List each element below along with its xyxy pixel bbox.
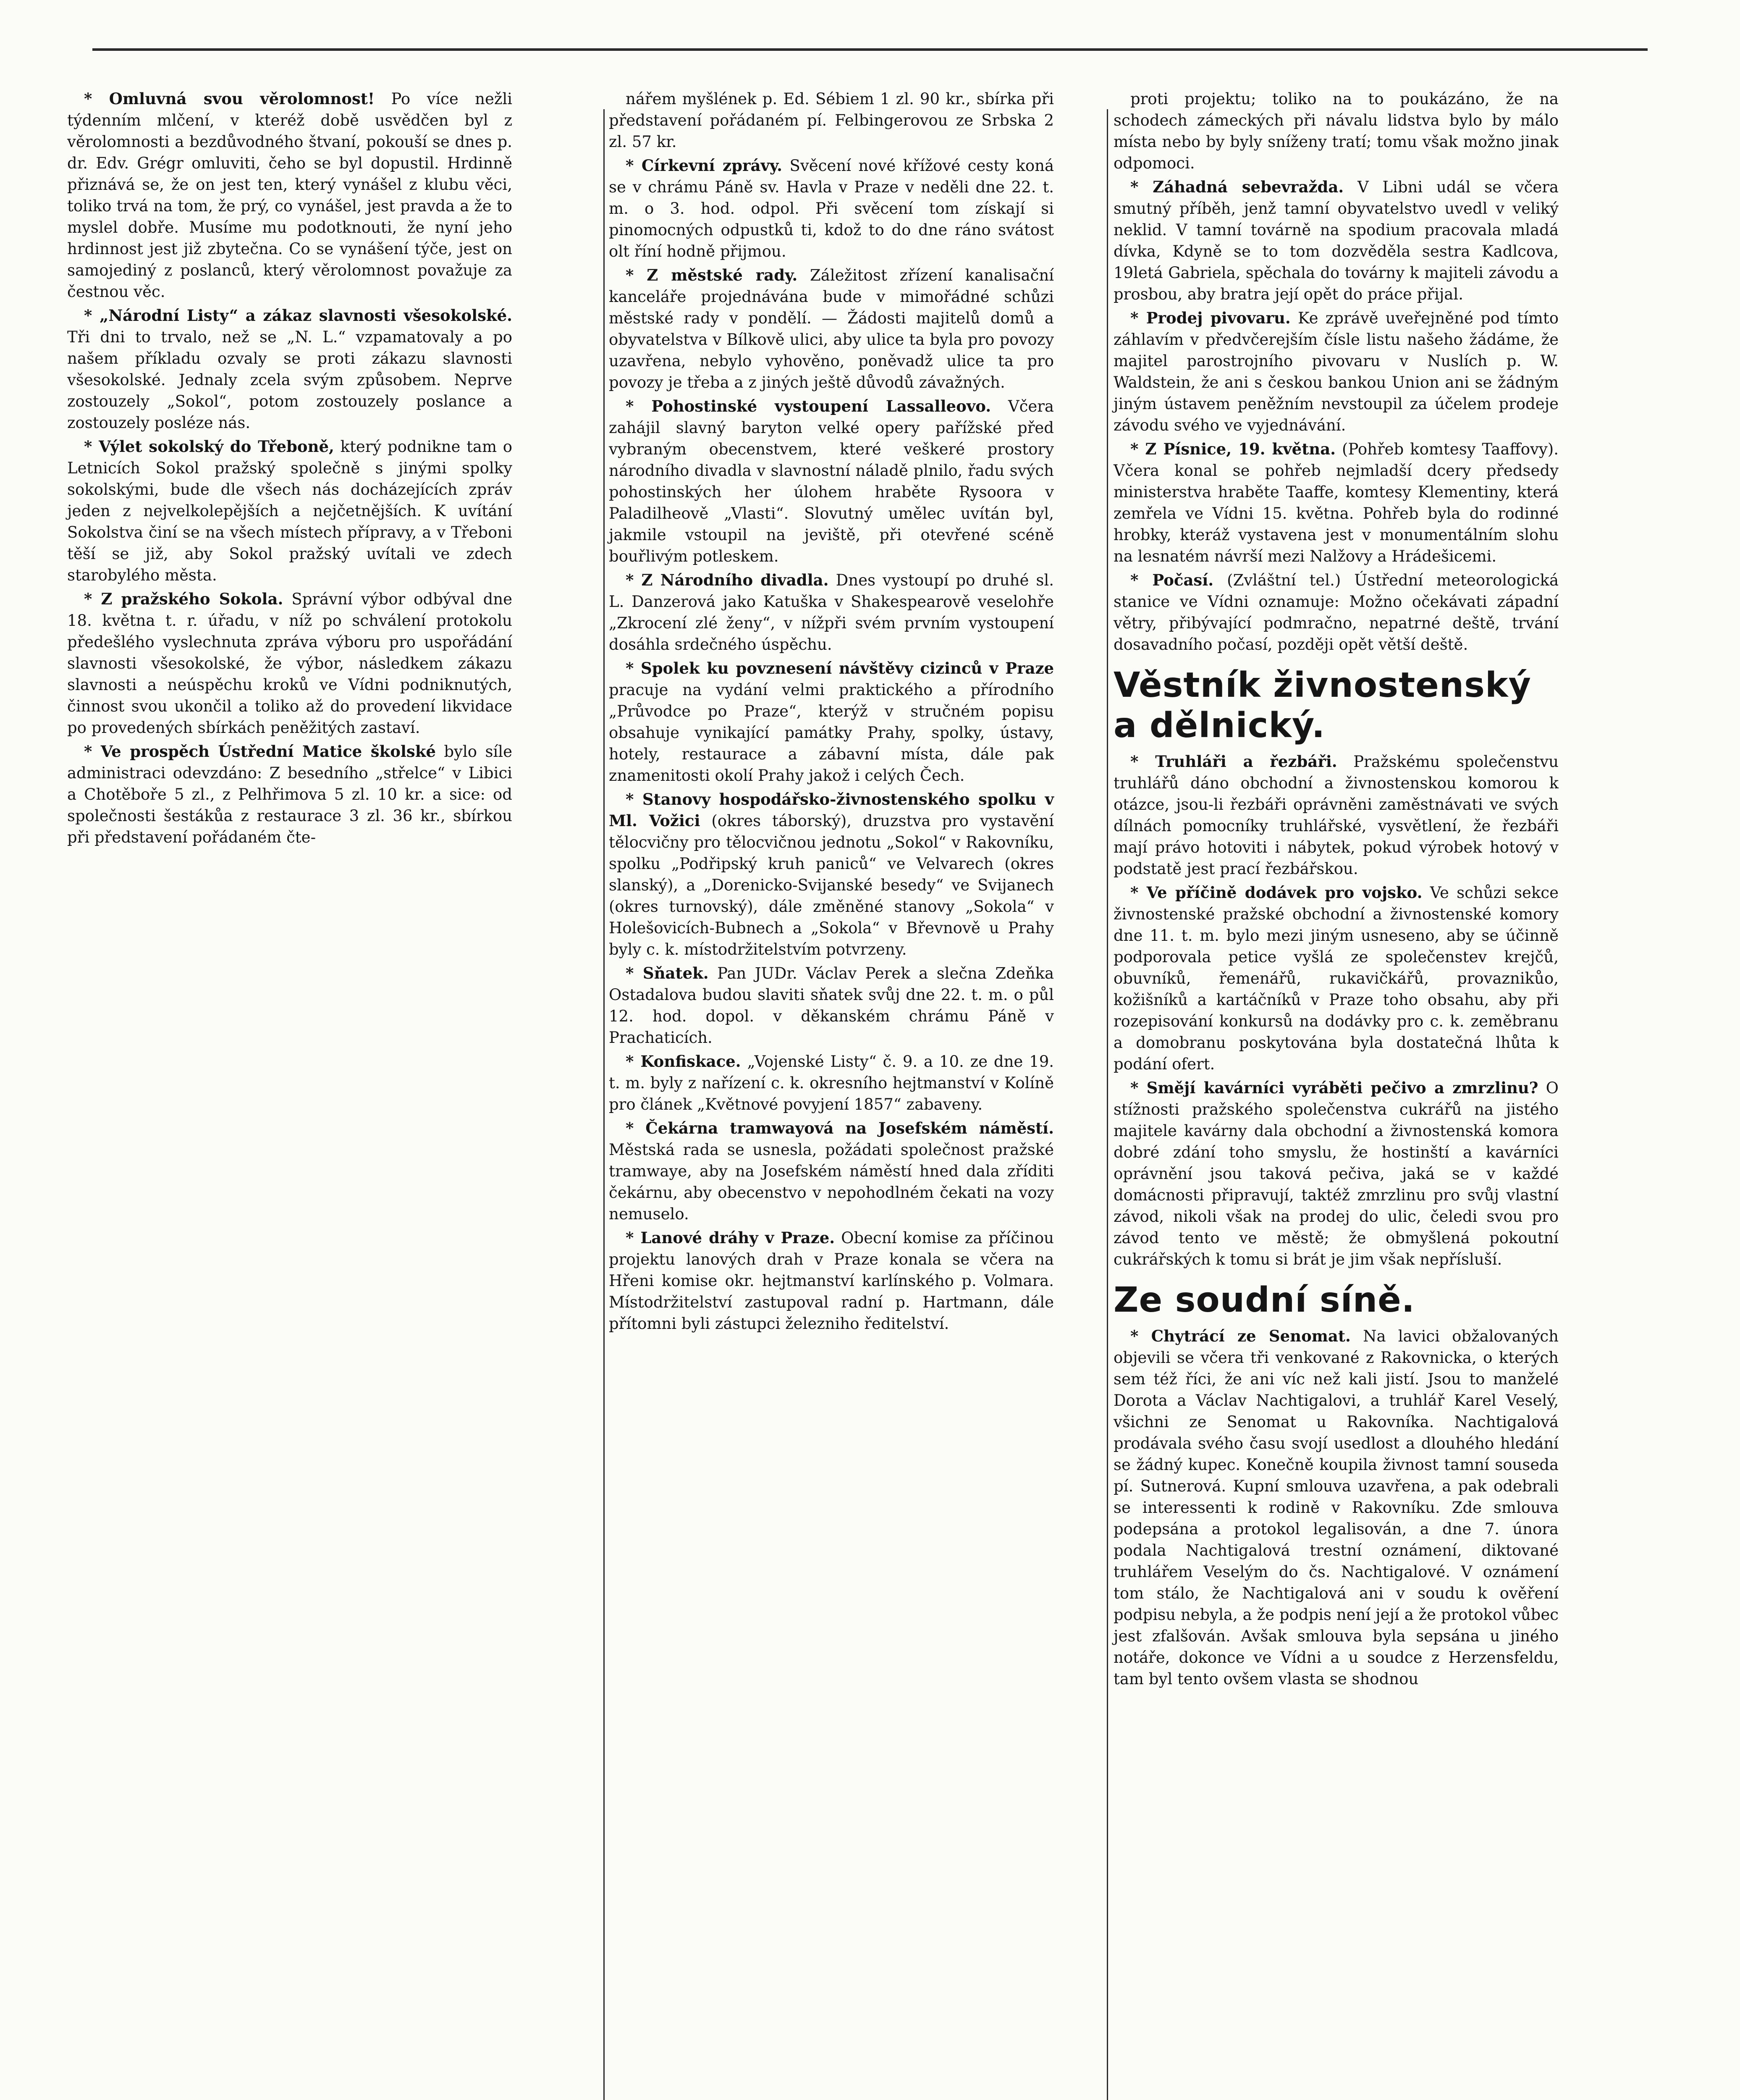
article-paragraph (1114, 751, 1559, 879)
article-paragraph (1114, 176, 1559, 305)
article-text: Dnes vystoupí po druhé sl. L. Danzerová jako Katuška v Shakespearově veselohře „Zkrocení zlé ženy“, v nížpři svém prvním vystoupení dosáhla srdečného úspěchu. (609, 571, 1054, 654)
article-paragraph (67, 305, 512, 433)
article-lead: * „Národní Listy“ a zákaz slavnosti všesokolské. (84, 306, 512, 325)
section-heading: Věstník živnostenský a dělnický. (1114, 665, 1531, 746)
article-paragraph (67, 588, 512, 738)
column-rule-2 (1107, 109, 1108, 2100)
article-lead: * Sňatek. (626, 964, 709, 982)
article-lead: * Pohostinské vystoupení Lassalleovo. (626, 397, 991, 415)
article-lead: * Ve příčině dodávek pro vojsko. (1130, 883, 1423, 902)
article-text: Pražskému společenstvu truhlářů dáno obchodní a živnostenskou komorou k otázce, jsou-li řezbáři oprávněni zaměstnávati ve svých dílnách pomocníky truhlářské, vysvětlení, že řezbáři mají právo hotoviti i nábytek, pokud výrobek hotový v podstatě jest prací řezbářskou. (1114, 753, 1559, 878)
article-lead: * Spolek ku povznesení návštěvy cizinců v Praze (626, 659, 1054, 677)
article-paragraph (67, 741, 512, 848)
article-lead: * Z pražského Sokola. (84, 590, 283, 608)
article-text: proti projektu; toliko na to poukázáno, že na schodech zámeckých při návalu lidstva bylo by málo místa nebo by byly sníženy tratí; tomu však možno jinak odpomoci. (1114, 90, 1559, 172)
column-rule-1 (603, 109, 605, 2100)
article-paragraph (609, 155, 1054, 262)
article-text: Včera zahájil slavný baryton velké opery pařížské před vybraným obecenstvem, které veškeré prostory národního divadla v slavnostní náladě plnilo, řadu svých pohostinských her úlohem hraběte Rysoora v Paladilheově „Vlasti“. Slovutný umělec uvítán byl, jakmile vstoupil na jeviště, při otevřené scéně bouřlivým potleskem. (609, 397, 1054, 565)
article-paragraph (609, 265, 1054, 393)
article-lead: * Čekárna tramwayová na Josefském náměstí. (626, 1119, 1054, 1137)
article-lead: * Truhláři a řezbáři. (1130, 752, 1337, 771)
article-paragraph (609, 1051, 1054, 1115)
article-text: pracuje na vydání velmi praktického a přírodního „Průvodce po Praze“, kterýž v stručném popisu obsahuje vynikající památky Prahy, spolky, ústavy, hotely, restaurace a zábavní místa, dále pak znamenitosti okolí Prahy jakož i celých Čech. (609, 681, 1054, 785)
article-text: Záležitost zřízení kanalisační kanceláře projednávána bude v mimořádné schůzi městské rady v pondělí. — Žádosti majitelů domů a obyvatelstva v Bílkově ulici, aby ulice ta byla pro povozy uzavřena, nebylo vyhověno, poněvadž ulice ta pro povozy je třeba a z jiných ještě důvodů závažných. (609, 266, 1054, 391)
article-lead: * Z městské rady. (626, 266, 798, 284)
article-lead: * Záhadná sebevražda. (1130, 178, 1344, 196)
article-paragraph (609, 570, 1054, 655)
article-text: (okres táborský), druzstva pro vystavění tělocvičny pro tělocvičnou jednotu „Sokol“ v Rakovníku, spolku „Podřipský kruh paniců“ ve Velvarech (okres slanský), a „Dorenicko-Svijanské besedy“ ve Svijanech (okres turnovský), dále změněné stanovy „Sokola“ v Holešovicích-Bubnech a „Sokola“ v Břevnově u Prahy byly c. k. místodržitelstvím potvrzeny. (609, 812, 1054, 958)
article-paragraph (1114, 1326, 1559, 1690)
article-text: Na lavici obžalovaných objevili se včera tři venkované z Rakovnicka, o kterých sem též říci, že ani víc než kali jistí. Jsou to manželé Dorota a Václav Nachtigalovi, a truhlář Karel Veselý, všichni ze Senomat u Rakovníka. Nachtigalová prodávala svého času svojí usedlost a dlouhého hledání se žádný kupec. Konečně koupila živnost tamní souseda pí. Sutnerová. Kupní smlouva uzavřena, a pak odebrali se interessenti k rodině v Rakovníku. Zde smlouva podepsána a protokol legalisován, a dne 7. února podala Nachtigalová trestní oznámení, diktované truhlářem Veselým do čs. Nachtigalové. V oznámení tom stálo, že Nachtigalová ani v soudu k ověření podpisu nebyla, a že podpis není její a že protokol vůbec jest zfalšován. Avšak smlouva byla sepsána u jiného notáře, dokonce ve Vídni a u soudce z Herzensfeldu, tam byl tento ovšem vlasta se shodnou (1114, 1327, 1559, 1688)
article-text: V Libni udál se včera smutný příběh, jenž tamní obyvatelstvo uvedl v veliký neklid. V tamní továrně na spodium pracovala mladá dívka, Kdyně se to tom dozvěděla sestra Kadlcova, 19letá Gabriela, spěchala do továrny k majiteli závodu a prosbou, aby bratra její opět do práce přijal. (1114, 178, 1559, 303)
article-paragraph (1114, 438, 1559, 567)
article-lead: * Z Národního divadla. (626, 571, 829, 589)
article-paragraph (609, 1227, 1054, 1334)
article-paragraph (1114, 1077, 1559, 1270)
article-paragraph (609, 658, 1054, 786)
article-text: nářem myšlének p. Ed. Sébiem 1 zl. 90 kr., sbírka při představení pořádaném pí. Felbingerovou ze Srbska 2 zl. 57 kr. (609, 90, 1054, 151)
article-paragraph (609, 963, 1054, 1048)
article-text: Pan JUDr. Václav Perek a slečna Zdeňka Ostadalova budou slaviti sňatek svůj dne 22. t. m. o půl 12. hod. dopol. v děkanském chrámu Páně v Prachaticích. (609, 964, 1054, 1047)
article-paragraph (1114, 882, 1559, 1075)
article-lead: * Smějí kavárníci vyráběti pečivo a zmrzlinu? (1130, 1079, 1538, 1097)
top-scan-edge (92, 48, 1648, 51)
article-text: Ke zprávě uveřejněné pod tímto záhlavím v předvčerejším čísle listu našeho žádáme, že majitel parostrojního pivovaru v Nuslích p. W. Waldstein, že ani s českou bankou Union ani se žádným jiným ústavem peněžním nevstoupil za účelem prodeje závodu svého ve vyjednávání. (1114, 309, 1559, 434)
article-text: Správní výbor odbýval dne 18. května t. r. úřadu, v níž po schválení protokolu předešlého vyslechnuta zpráva výboru pro uspořádání slavnosti všesokolské, že výbor, následkem zákazu slavnosti a neúspěchu kroků ve Vídni podniknutých, činnost svou ukončil a toliko až do provedení likvidace po provedených sbírkách peněžitých zastaví. (67, 590, 512, 737)
article-text: (Pohřeb komtesy Taaffovy). Včera konal se pohřeb nejmladší dcery předsedy ministerstva hraběte Taaffe, komtesy Klementiny, která zemřela ve Vídni 15. května. Pohřeb byla do rodinné hrobky, kteráž vystavena jest v monumentálním slohu na lesnatém návrší mezi Nalžovy a Hrádešicemi. (1114, 440, 1559, 565)
article-text: O stížnosti pražského společenstva cukrářů na jistého majitele kavárny dala obchodní a živnostenská komora dobré zdání toho smyslu, že hostinští a kavárníci oprávnění jsou taková pečiva, jaká se v každé domácnosti připravují, taktéž zmrzlinu pro svůj vlastní závod, nikoli však na prodej do ulic, čeledi svou pro závod tento ve městě; že obmyšlená pokoutní cukrářských k tomu si brát je jim však nepřísluší. (1114, 1079, 1559, 1268)
article-paragraph (609, 88, 1054, 152)
article-paragraph (67, 436, 512, 586)
article-text: Obecní komise za příčinou projektu lanových drah v Praze konala se včera na Hřeni komise okr. hejtmanství karlínského p. Volmara. Místodržitelství zastupoval radní p. Hartmann, dále přítomni byli zástupci železniho ředitelství. (609, 1229, 1054, 1333)
article-lead: * Ve prospěch Ústřední Matice školské (84, 742, 436, 761)
article-text: Tři dni to trvalo, než se „N. L.“ vzpamatovaly a po našem příkladu ozvaly se proti zákazu slavnosti všesokolské. Jednaly zcela svým způsobem. Neprve zostouzely „Sokol“, potom zostouzely poslance a zostouzely posléze nás. (67, 328, 512, 432)
article-text: který podnikne tam o Letnicích Sokol pražský společně s jinými spolky sokolskými, bude dle všech nás docházejících zpráv jeden z nejvelkolepějších a nejčetnějších. K uvítání Sokolstva činí se na všech místech přípravy, a v Třeboni těší se již, aby Sokol pražský uvítali ve zdech starobylého města. (67, 438, 512, 584)
article-text: Po více nežli týdenním mlčení, v kteréž době usvědčen byl z věrolomnosti a bezdůvodného štvaní, pokouší se dnes p. dr. Edv. Grégr omluviti, čeho se byl dopustil. Hrdinně přiznává se, že on jest ten, který vynášel z klubu věci, toliko trvá na tom, že prý, co vynášel, jest pravda a že to myslel dobře. Musíme mu podotknouti, že nyní jeho hrdinnost jest již zbytečna. Co se vynášení týče, jest on samojediný z poslanců, který věrolomnost považuje za čestnou věc. (67, 90, 513, 301)
article-text: „Vojenské Listy“ č. 9. a 10. ze dne 19. t. m. byly z nařízení c. k. okresního hejtmanství v Kolíně pro článek „Květnové povyjení 1857“ zabaveny. (609, 1053, 1054, 1113)
article-paragraph (1114, 570, 1559, 655)
article-lead: * Stanovy hospodářsko-živnostenského spolku v Ml. Vožici (609, 790, 1054, 830)
article-paragraph (609, 789, 1054, 960)
article-paragraph (1114, 88, 1559, 174)
article-lead: * Lanové dráhy v Praze. (626, 1228, 835, 1247)
column-middle (609, 88, 1054, 1337)
article-text: Městská rada se usnesla, požádati společnost pražské tramwaye, aby na Josefském náměstí hned dala zříditi čekárnu, aby obecenstvo v nepohodlném čekati na vozy nemuselo. (609, 1141, 1054, 1223)
column-left (67, 88, 512, 850)
article-lead: * Chytrácí ze Senomat. (1130, 1327, 1351, 1345)
section-heading: Ze soudní síně. (1114, 1280, 1415, 1320)
article-lead: * Z Písnice, 19. května. (1130, 440, 1336, 458)
article-paragraph (67, 88, 512, 302)
article-lead: * Konfiskace. (626, 1052, 741, 1071)
article-paragraph (1114, 307, 1559, 436)
article-paragraph (609, 396, 1054, 567)
article-lead: * Omluvná svou věrolomnost! (84, 89, 375, 108)
article-lead: * Prodej pivovaru. (1130, 309, 1291, 327)
article-lead: * Počasí. (1130, 571, 1214, 589)
article-text: Ve schůzi sekce živnostenské pražské obchodní a živnostenské komory dne 11. t. m. bylo mezi jiným usneseno, aby se účinně podporovala petice vyšlá ze společenstev krejčů, obuvníků, řemenářů, rukavičkářů, provaznikůo, kožišníků a kartáčníků v Praze toho obsahu, aby při rozepisování konkursů na dodávky pro c. k. zeměbranu a domobranu poskytována byla dostatečná lhůta k podání ofert. (1114, 884, 1559, 1073)
article-text: Svěcení nové křížové cesty koná se v chrámu Páně sv. Havla v Praze v neděli dne 22. t. m. o 3. hod. odpol. Při svěcení tom získají si pinomocných odpustků ti, kdož to do dne ráno svátost olt říní hodně přijmou. (609, 157, 1054, 260)
article-text: (Zvláštní tel.) Ústřední meteorologická stanice ve Vídni oznamuje: Možno očekávati západní větry, přibývající podmračno, nepatrné deště, trvání dosavadního počasí, později opět větší deště. (1114, 571, 1559, 654)
article-lead: * Církevní zprávy. (626, 156, 783, 175)
article-lead: * Výlet sokolský do Třeboně, (84, 437, 334, 456)
column-right (1114, 88, 1559, 1692)
article-paragraph (609, 1118, 1054, 1225)
article-text: bylo síle administraci odevzdáno: Z besedního „střelce“ v Libici a Chotěboře 5 zl., z Pelhřimova 5 zl. 10 kr. a sice: od společnosti šestákůa z restaurace 3 zl. 36 kr., sbírkou při představení pořádaném čte- (67, 743, 512, 846)
